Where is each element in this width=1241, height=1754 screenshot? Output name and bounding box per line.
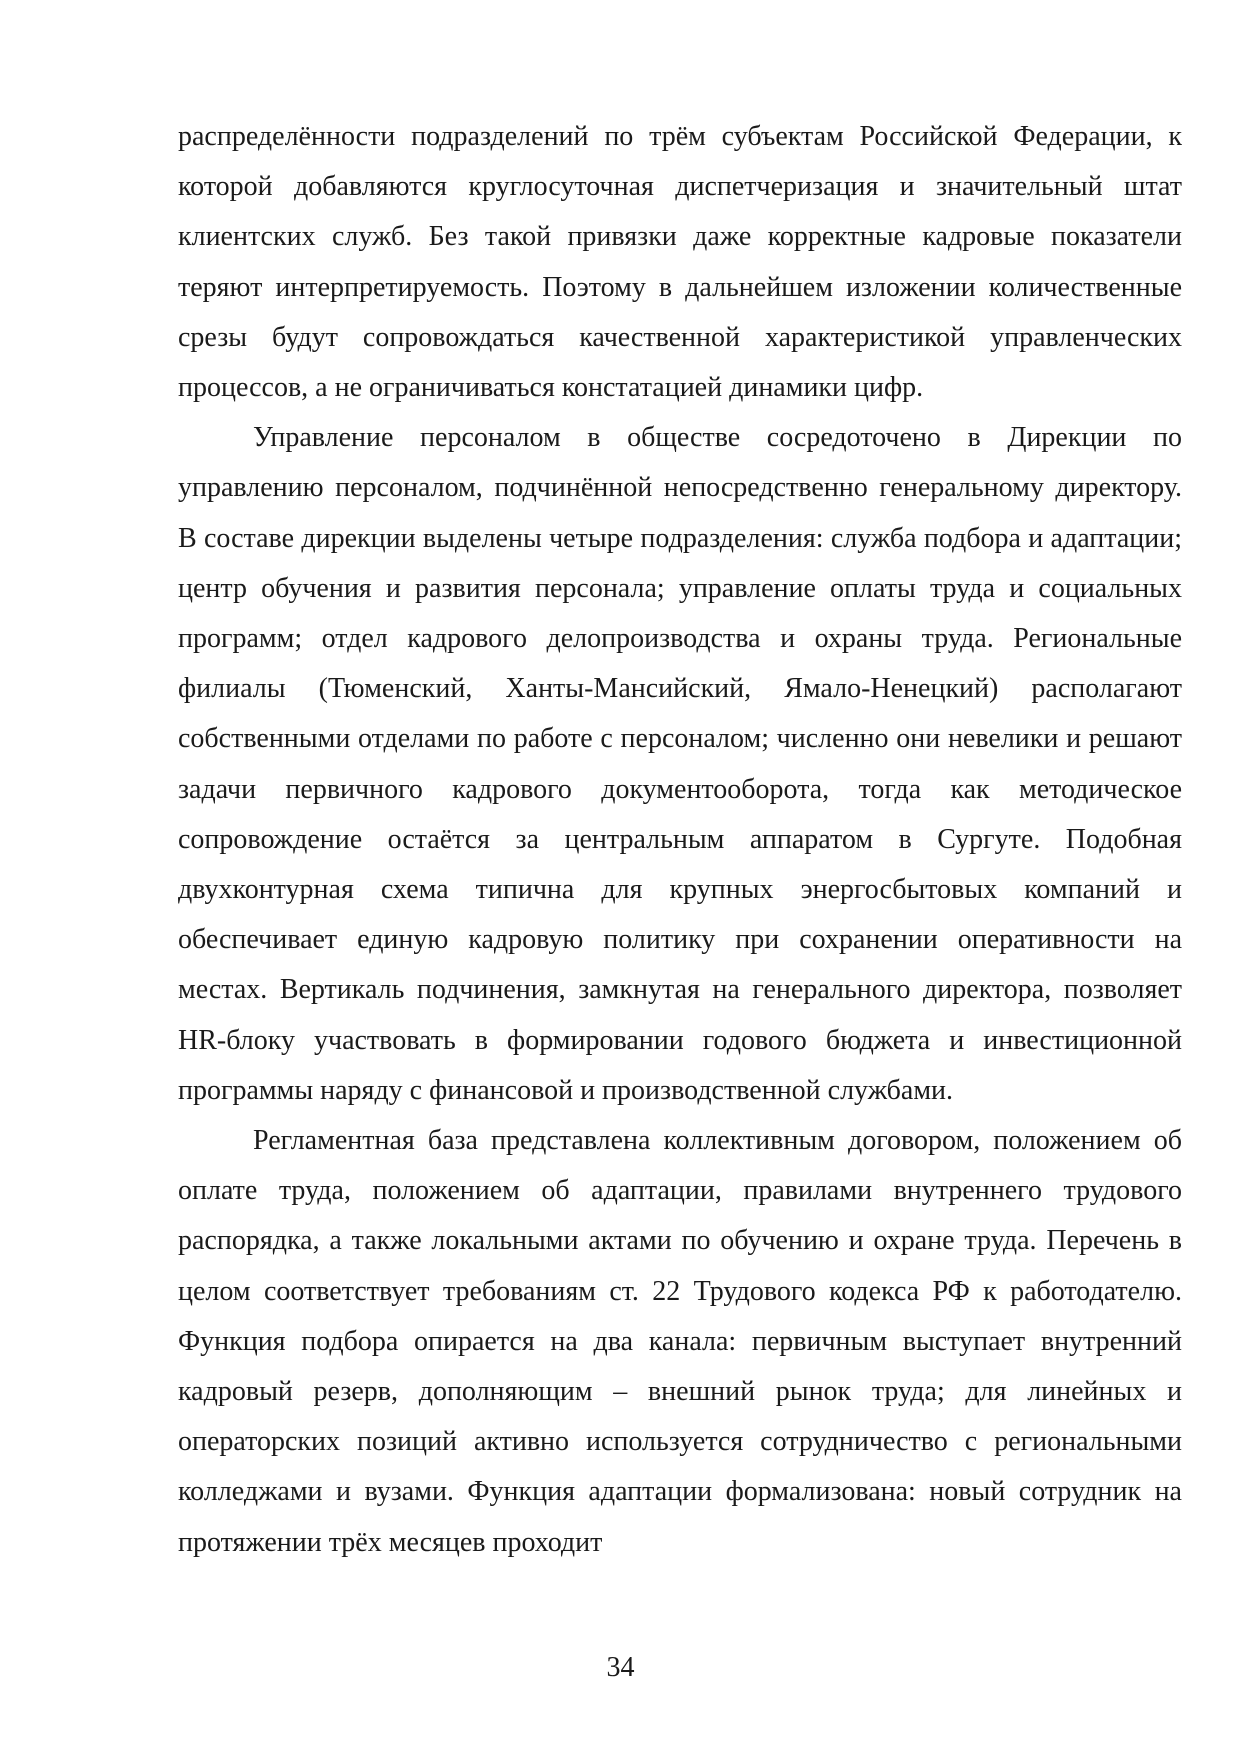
paragraph-continuation: распределённости подразделений по трём субъектам Российской Федерации, к которой добавляются круглосуточная диспетчеризация и значительный штат клиентских служб. Без такой привязки даже корректные кадровые показатели теряют интерпретируемость. Поэтому в дальнейшем изложении количественные срезы будут сопровождаться качественной характеристикой управленческих процессов, а не ограничиваться констатацией динамики цифр. — [178, 121, 1182, 404]
page-number: 34 — [606, 1652, 635, 1683]
paragraph-hr-management: Управление персоналом в обществе сосредоточено в Дирекции по управлению персоналом, подчинённой непосредственно генеральному директору. В составе дирекции выделены четыре подразделения: служба подбора и адаптации; центр обучения и развития персонала; управление оплаты труда и социальных программ; отдел кадрового делопроизводства и охраны труда. Региональные филиалы (Тюменский, Ханты-Мансийский, Ямало-Ненецкий) располагают собственными отделами по работе с персоналом; численно они невелики и решают задачи первичного кадрового документооборота, тогда как методическое сопровождение остаётся за центральным аппаратом в Сургуте. Подобная двухконтурная схема типична для крупных энергосбытовых компаний и обеспечивает единую кадровую политику при сохранении оперативности на местах. Вертикаль подчинения, замкнутая на генерального директора, позволяет HR-блоку участвовать в формировании годового бюджета и инвестиционной программы наряду с финансовой и производственной службами. — [178, 422, 1182, 1106]
body-text — [178, 112, 1182, 1568]
paragraph-regulatory-base: Регламентная база представлена коллективным договором, положением об оплате труда, положением об адаптации, правилами внутреннего трудового распорядка, а также локальными актами по обучению и охране труда. Перечень в целом соответствует требованиям ст. 22 Трудового кодекса РФ к работодателю. Функция подбора опирается на два канала: первичным выступает внутренний кадровый резерв, дополняющим – внешний рынок труда; для линейных и операторских позиций активно используется сотрудничество с региональными колледжами и вузами. Функция адаптации формализована: новый сотрудник на протяжении трёх месяцев проходит — [178, 1125, 1182, 1558]
